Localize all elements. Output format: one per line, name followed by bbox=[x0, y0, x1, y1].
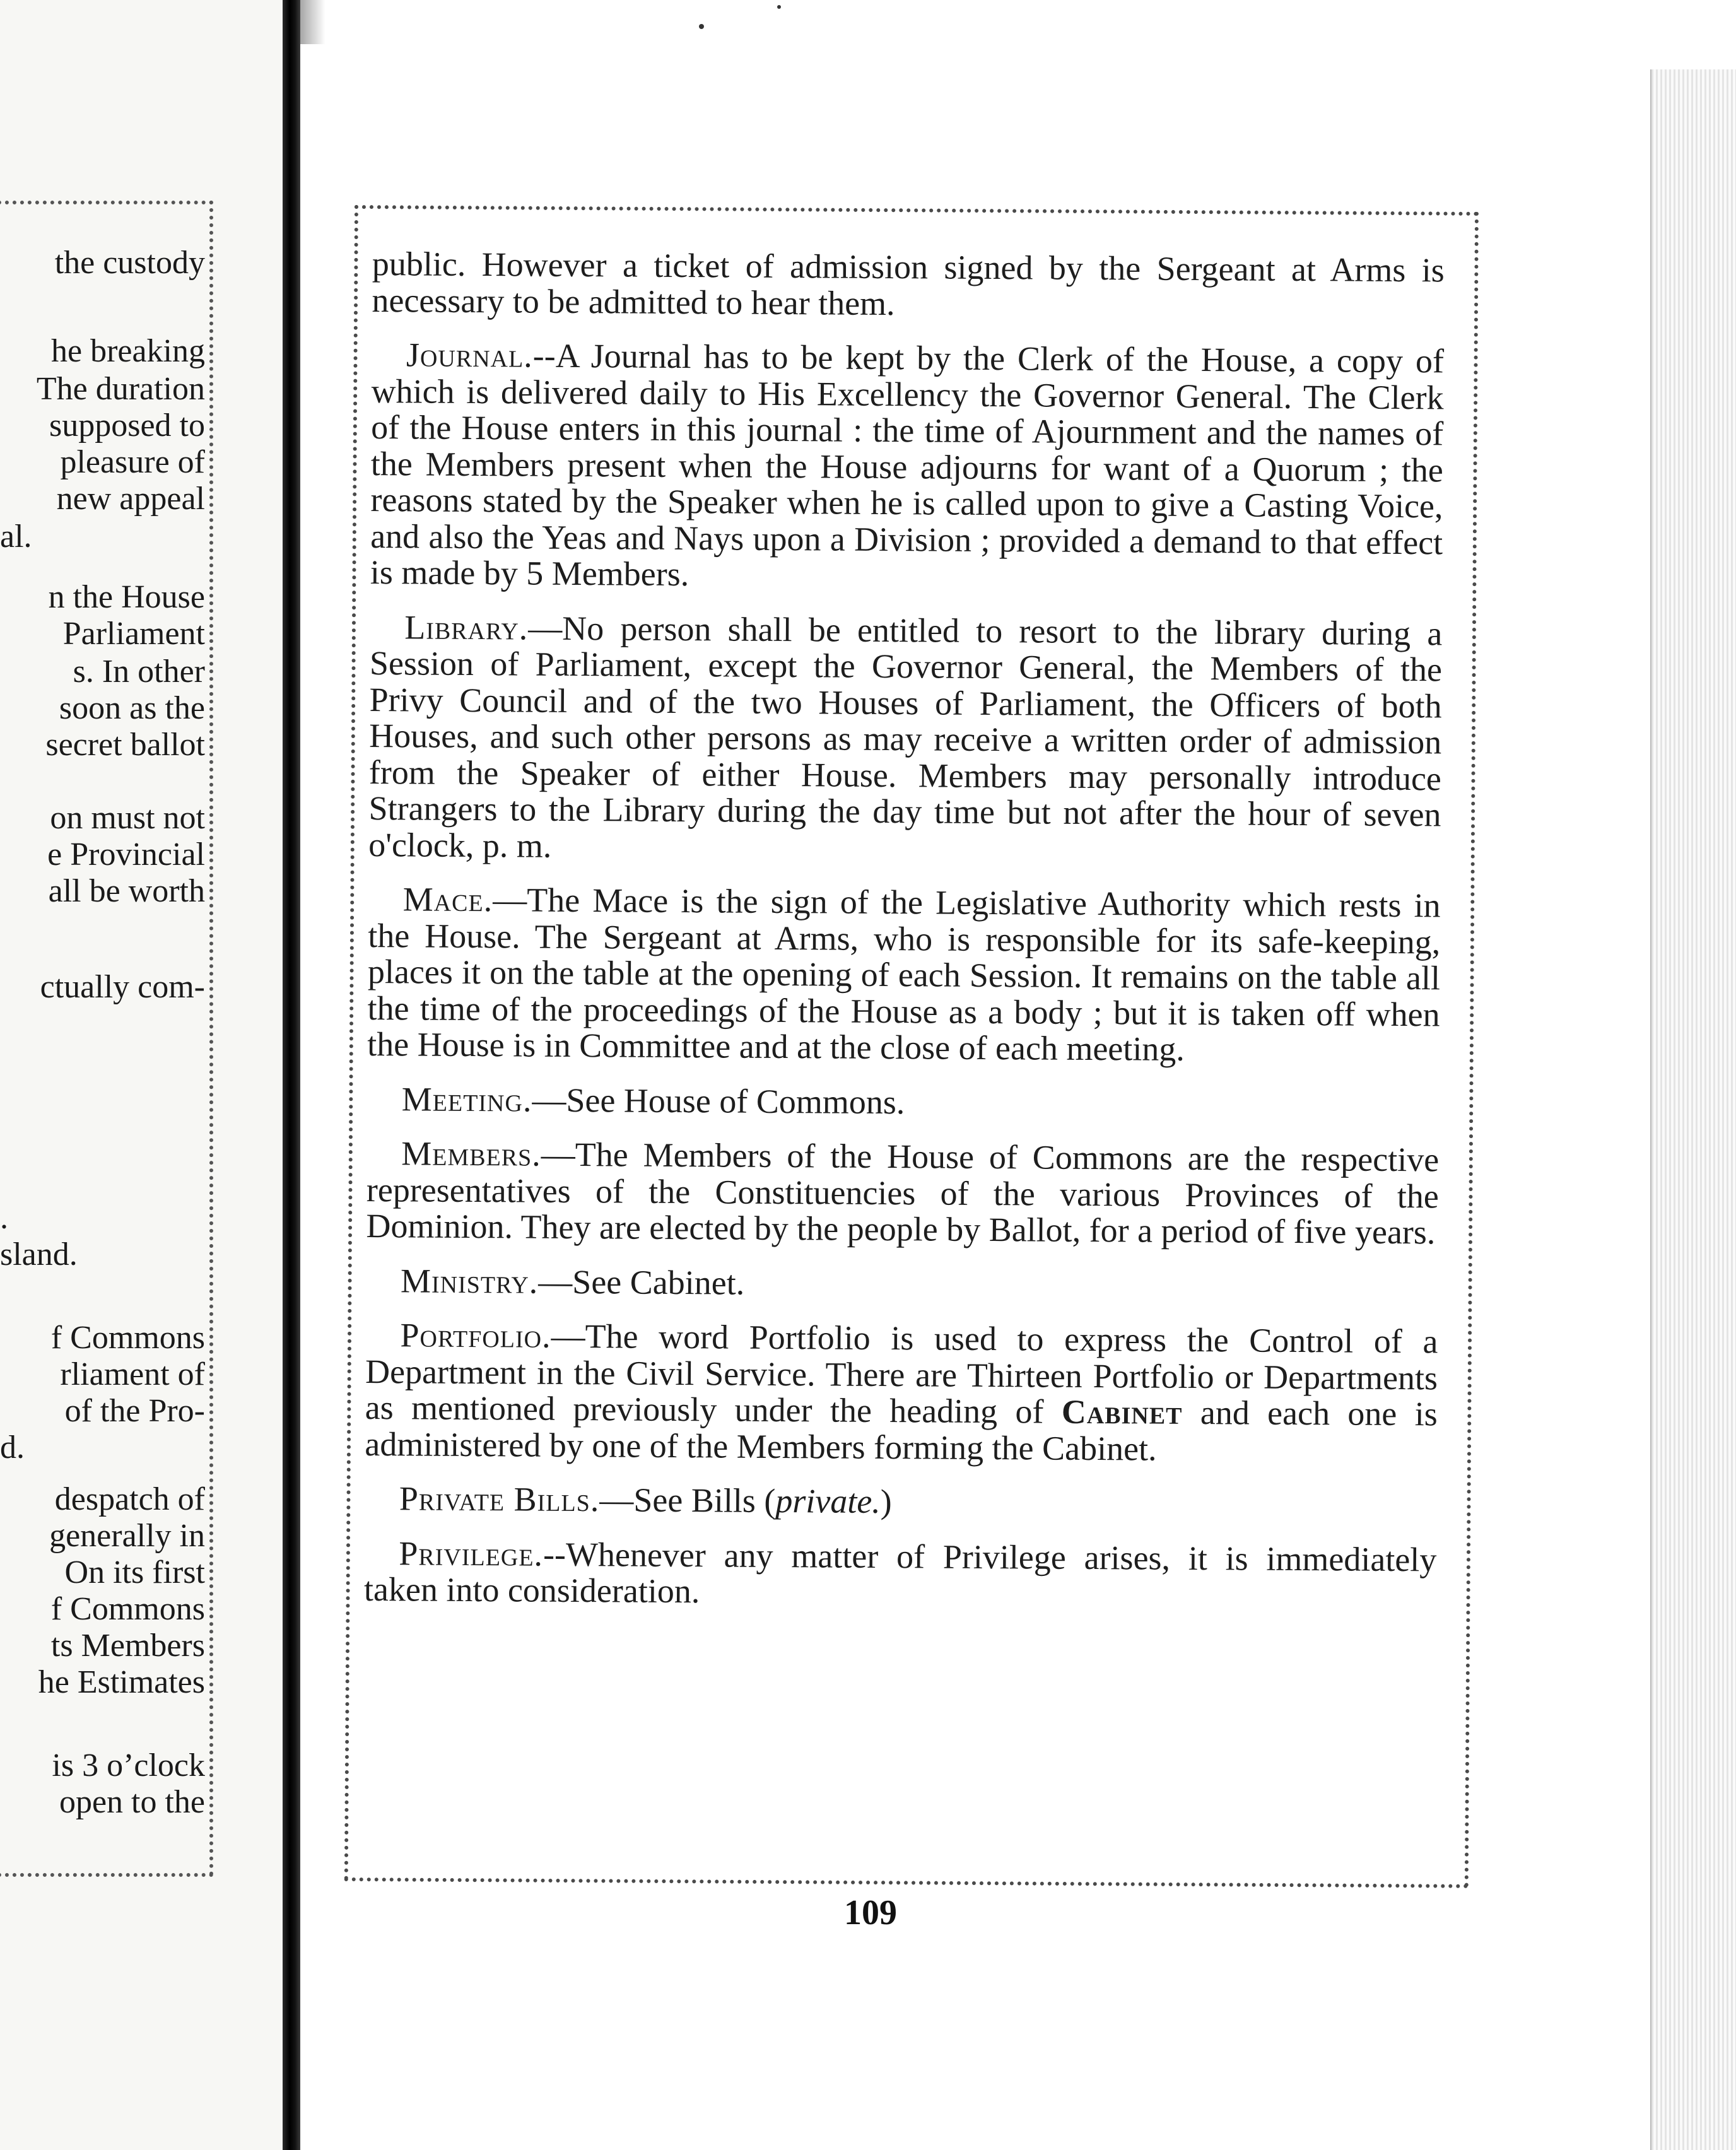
left-page-line: sland. bbox=[0, 1237, 78, 1272]
left-page-line: supposed to bbox=[49, 408, 205, 444]
left-page-line: f Commons bbox=[50, 1320, 205, 1356]
left-page-line: soon as the bbox=[59, 690, 205, 726]
entry-text: —The word Portfolio is used to express the Control of a Department in the Civil Service. There are Thirteen Portfolio or Departments as mentioned previously under the heading of bbox=[365, 1317, 1438, 1431]
glossary-entry bbox=[367, 1081, 1440, 1124]
entry-text: —See House of Commons. bbox=[532, 1081, 905, 1121]
entry-italic: private. bbox=[775, 1481, 881, 1520]
left-facing-page bbox=[0, 0, 283, 2150]
left-page-line: al. bbox=[0, 519, 32, 555]
left-page-line: generally in bbox=[49, 1518, 205, 1554]
entry-text-tail: and each one is administered by one of the Members forming the Cabinet. bbox=[365, 1393, 1438, 1468]
left-page-line: rliament of bbox=[60, 1356, 205, 1392]
left-page-line: Parliament bbox=[62, 616, 205, 652]
left-page-line: s. In other bbox=[73, 654, 205, 690]
left-page-line: new appeal bbox=[56, 481, 205, 517]
left-page-line: on must not bbox=[50, 800, 205, 836]
entry-text: —See Bills ( bbox=[599, 1481, 776, 1520]
glossary-entry bbox=[366, 1136, 1439, 1251]
glossary-entry bbox=[365, 1317, 1438, 1469]
glossary-entry bbox=[372, 246, 1445, 325]
entry-close: ) bbox=[880, 1482, 892, 1521]
left-page-line: The duration bbox=[36, 371, 205, 407]
left-page-line: open to the bbox=[59, 1784, 205, 1820]
dust-speck bbox=[777, 5, 781, 9]
left-page-line: n the House bbox=[48, 579, 205, 615]
entry-heading: Members. bbox=[401, 1134, 541, 1173]
entry-text: public. However a ticket of admission signed by the Sergeant at Arms is necessary to be admitted to hear them. bbox=[372, 245, 1445, 322]
glossary-entry bbox=[367, 881, 1441, 1069]
left-page-line: . bbox=[0, 1200, 8, 1236]
left-page-line: secret ballot bbox=[45, 727, 205, 763]
left-page-line: ts Members bbox=[50, 1628, 205, 1664]
entry-heading: Meeting. bbox=[401, 1079, 532, 1119]
left-page-line: he breaking bbox=[50, 333, 205, 369]
left-page-line: e Provincial bbox=[47, 837, 205, 872]
entry-text: —The Mace is the sign of the Legislative Authority which rests in the House. The Sergeant at Arms, who is responsible for its safe-keeping, places it on the table at the opening of each Session. It remains on the table all the time of the proceedings of the House as a body ; but it is taken off when the House is in Committee and at the close of each meeting. bbox=[367, 881, 1441, 1068]
dust-speck bbox=[699, 24, 704, 29]
entry-heading: Portfolio. bbox=[400, 1316, 551, 1355]
entry-text: --A Journal has to be kept by the Clerk of the House, a copy of which is delivered daily to His Excellency the Governor General. The Clerk of the House enters in this journal : the time of Ajournment and the names of the Members present when the House adjourns for want of a Quorum ; the reasons stated by the Speaker when he is called upon to give a Casting Voice, and also the Yeas and Nays upon a Division ; provided a demand to that effect is made by 5 Members. bbox=[370, 336, 1445, 594]
entry-text: —See Cabinet. bbox=[538, 1262, 745, 1302]
page-content bbox=[364, 246, 1445, 1633]
glossary-entry bbox=[364, 1535, 1437, 1614]
left-page-line: pleasure of bbox=[60, 444, 205, 480]
entry-text: —No person shall be entitled to resort to the library during a Session of Parliament, except the Governor General, the Members of the Privy Council and of the two Houses of Parliament, the Officers of both Houses, and such other persons as may receive a written order of admission from the Speaker of either House. Members may personally introduce Strangers to the Library during the day time but not after the hour of seven o'clock, p. m. bbox=[368, 609, 1443, 865]
left-page-line: all be worth bbox=[48, 873, 205, 909]
left-page-line: the custody bbox=[54, 245, 205, 281]
entry-heading: Journal. bbox=[406, 336, 533, 375]
glossary-entry bbox=[365, 1481, 1437, 1524]
entry-text: --Whenever any matter of Privilege arises, it is immediately taken into consideration. bbox=[363, 1535, 1437, 1611]
left-page-line: despatch of bbox=[54, 1481, 205, 1517]
page-number: 109 bbox=[844, 1893, 897, 1932]
entry-crossref: Cabinet bbox=[1061, 1392, 1183, 1431]
left-page-line: is 3 o’clock bbox=[52, 1748, 205, 1783]
left-page-line: f Commons bbox=[50, 1591, 205, 1627]
entry-heading: Privilege. bbox=[399, 1534, 544, 1573]
page-edges bbox=[1650, 69, 1736, 2150]
glossary-entry bbox=[368, 609, 1442, 869]
entry-heading: Private Bills. bbox=[399, 1479, 600, 1519]
entry-heading: Library. bbox=[404, 608, 529, 647]
glossary-entry bbox=[370, 337, 1444, 597]
entry-heading: Ministry. bbox=[400, 1261, 539, 1301]
entry-heading: Mace. bbox=[402, 880, 493, 919]
left-page-line: ctually com- bbox=[40, 969, 205, 1005]
left-page-line: On its first bbox=[64, 1554, 205, 1590]
left-page-line: he Estimates bbox=[38, 1664, 205, 1700]
entry-text: —The Members of the House of Commons are the respective representatives of the Constituencies of the various Provinces of the Dominion. They are elected by the people by Ballot, for a period of five years. bbox=[366, 1135, 1440, 1252]
glossary-entry bbox=[366, 1262, 1438, 1305]
left-page-line: of the Pro- bbox=[64, 1393, 205, 1429]
left-page-line: d. bbox=[0, 1430, 25, 1466]
book-gutter bbox=[283, 0, 300, 2150]
